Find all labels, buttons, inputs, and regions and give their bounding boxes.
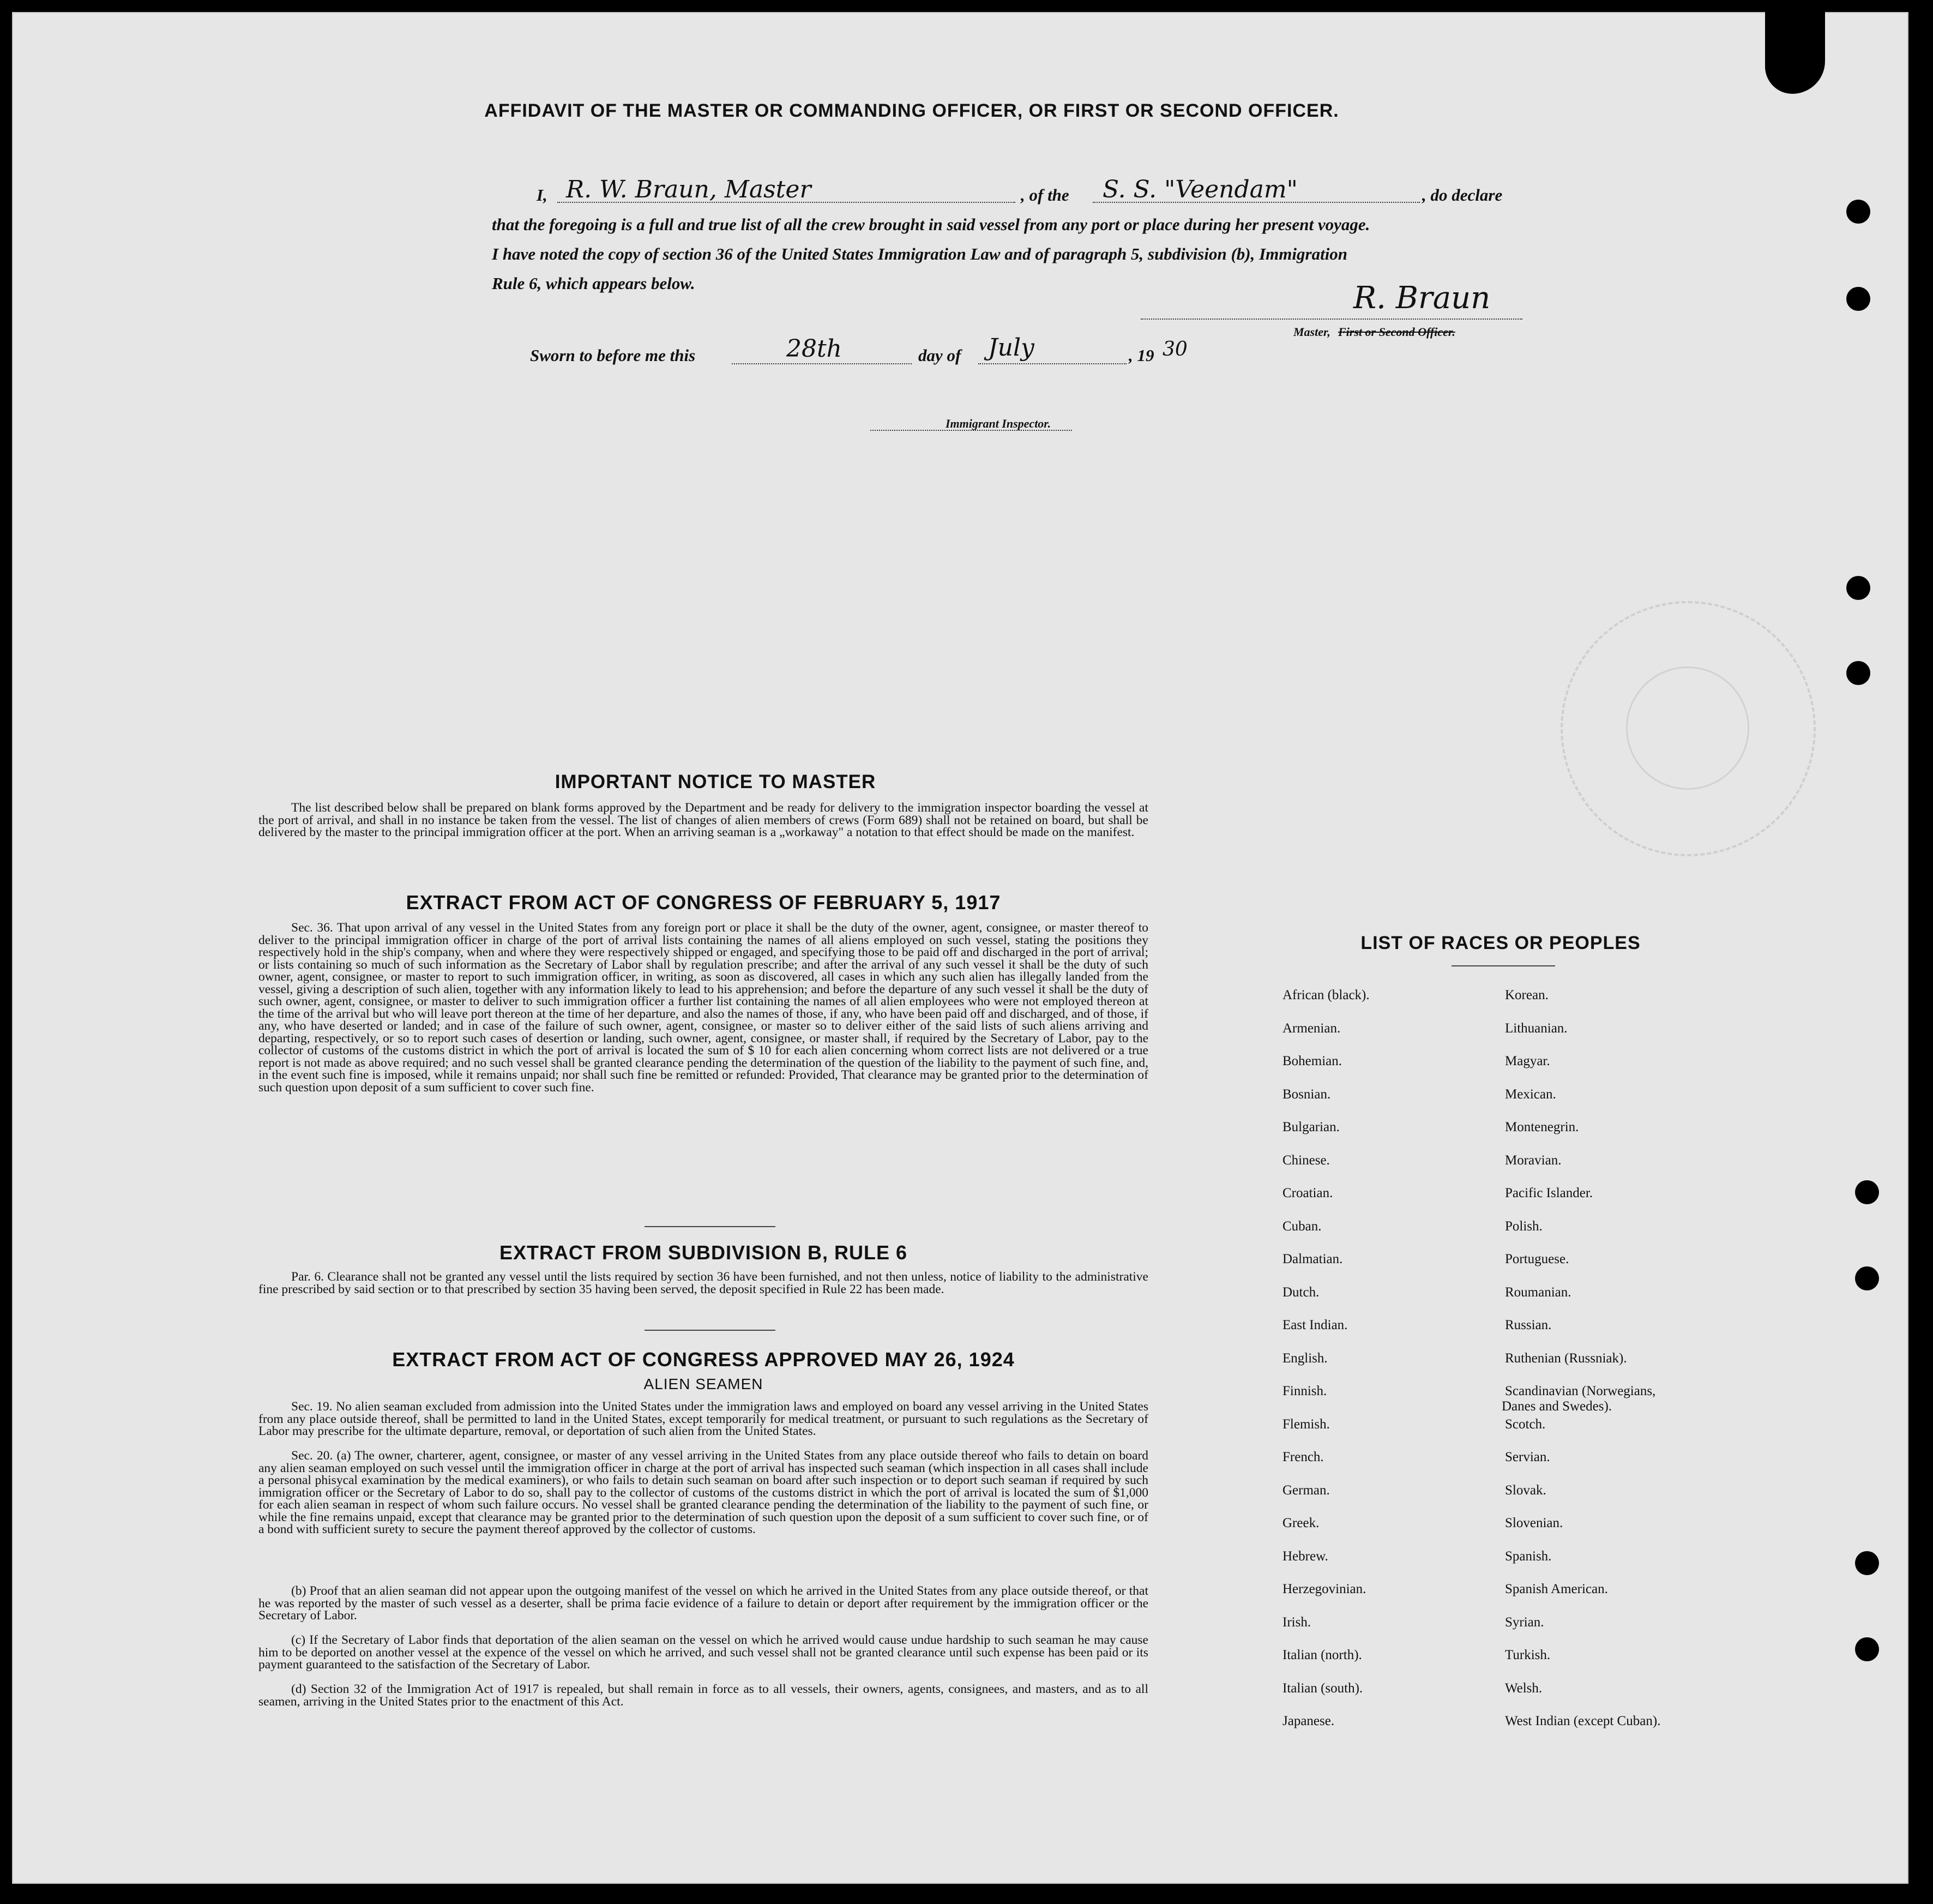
sworn-year-prefix: , 19 bbox=[1129, 346, 1154, 365]
signature-label-struck: First or Second Officer. bbox=[1338, 325, 1455, 339]
race-item: Spanish. bbox=[1505, 1549, 1552, 1564]
race-item: Cuban. bbox=[1282, 1219, 1322, 1234]
affidavit-i: I, bbox=[537, 185, 547, 205]
separator-line bbox=[645, 1226, 775, 1227]
race-item: Polish. bbox=[1505, 1219, 1543, 1234]
race-item: Magyar. bbox=[1505, 1054, 1550, 1068]
race-item: Croatian. bbox=[1282, 1186, 1333, 1200]
document-page bbox=[12, 12, 1908, 1884]
sworn-day-of: day of bbox=[918, 346, 961, 365]
race-item: Chinese. bbox=[1282, 1153, 1330, 1168]
affidavit-line-3: I have noted the copy of section 36 of the United States Immigration Law and of paragraph 5, subdivision (b), Immigration bbox=[492, 244, 1348, 263]
sworn-day-line bbox=[732, 363, 912, 364]
extract-1924-sec20d: (d) Section 32 of the Immigration Act of 1917 is repealed, but shall remain in force as to all vessels, their owners, agents, consignees, and masters, and as to all seamen, arriving in the United States prior to the enactment of this Act. bbox=[258, 1682, 1148, 1709]
race-item: Pacific Islander. bbox=[1505, 1186, 1593, 1200]
bleed-through-seal bbox=[1626, 666, 1749, 790]
race-item: Korean. bbox=[1505, 988, 1549, 1002]
punch-hole bbox=[1846, 576, 1870, 600]
affidavit-line-4: Rule 6, which appears below. bbox=[492, 274, 695, 293]
race-item: Bosnian. bbox=[1282, 1087, 1331, 1102]
race-item: English. bbox=[1282, 1351, 1328, 1366]
race-item: Japanese. bbox=[1282, 1714, 1335, 1728]
race-item: Bulgarian. bbox=[1282, 1120, 1340, 1134]
master-name-handwritten: R. W. Braun, Master bbox=[566, 176, 811, 203]
extract-rule6-title: EXTRACT FROM SUBDIVISION B, RULE 6 bbox=[499, 1241, 908, 1264]
extract-1924-title: EXTRACT FROM ACT OF CONGRESS APPROVED MAY 26, 1924 bbox=[392, 1348, 1015, 1371]
torn-corner bbox=[1765, 12, 1825, 94]
race-item: Slovak. bbox=[1505, 1483, 1546, 1498]
race-item: Italian (south). bbox=[1282, 1681, 1363, 1696]
punch-hole bbox=[1846, 287, 1870, 311]
race-item: Dutch. bbox=[1282, 1285, 1320, 1300]
race-item: Lithuanian. bbox=[1505, 1021, 1568, 1036]
race-item: Bohemian. bbox=[1282, 1054, 1342, 1068]
races-title: LIST OF RACES OR PEOPLES bbox=[1360, 933, 1641, 953]
sworn-month-handwritten: July bbox=[988, 334, 1034, 362]
notice-text: The list described below shall be prepared on blank forms approved by the Department and be ready for delivery to the immigration inspector boarding the vessel at the port of arrival, and shall in no instance be taken from the vessel. The list of changes of alien members of crews (Form 689) shall not be retained on board, but shall be delivered by the master to the principal immigration officer at the port. When an arriving seaman is a „workaway" a notation to that effect should be made on the manifest. bbox=[258, 801, 1148, 839]
race-item: Scandinavian (Norwegians, bbox=[1505, 1384, 1656, 1398]
race-item: French. bbox=[1282, 1450, 1324, 1464]
race-item: Scotch. bbox=[1505, 1417, 1546, 1432]
notice-title: IMPORTANT NOTICE TO MASTER bbox=[555, 771, 876, 792]
race-item: Armenian. bbox=[1282, 1021, 1341, 1036]
sworn-day-handwritten: 28th bbox=[786, 335, 842, 363]
race-item: Servian. bbox=[1505, 1450, 1550, 1464]
race-item: Syrian. bbox=[1505, 1615, 1544, 1630]
sworn-prefix: Sworn to before me this bbox=[530, 346, 696, 365]
race-item: German. bbox=[1282, 1483, 1330, 1498]
master-signature: R. Braun bbox=[1353, 280, 1491, 316]
race-item: Roumanian. bbox=[1505, 1285, 1571, 1300]
race-item: Dalmatian. bbox=[1282, 1252, 1343, 1266]
race-item: Moravian. bbox=[1505, 1153, 1562, 1168]
race-item: Finnish. bbox=[1282, 1384, 1327, 1398]
punch-hole bbox=[1846, 661, 1870, 685]
race-item: African (black). bbox=[1282, 988, 1370, 1002]
punch-hole bbox=[1855, 1551, 1879, 1575]
race-item: Irish. bbox=[1282, 1615, 1311, 1630]
race-item: Portuguese. bbox=[1505, 1252, 1569, 1266]
race-item: Russian. bbox=[1505, 1318, 1552, 1332]
affidavit-title: AFFIDAVIT OF THE MASTER OR COMMANDING OFFICER, OR FIRST OR SECOND OFFICER. bbox=[484, 100, 1339, 121]
punch-hole bbox=[1855, 1266, 1879, 1290]
signature-line bbox=[1141, 319, 1522, 320]
race-item: Ruthenian (Russniak). bbox=[1505, 1351, 1627, 1366]
race-item: Turkish. bbox=[1505, 1648, 1551, 1662]
race-item: West Indian (except Cuban). bbox=[1505, 1714, 1661, 1728]
extract-1924-subtitle: ALIEN SEAMEN bbox=[643, 1376, 763, 1392]
extract-rule6-text: Par. 6. Clearance shall not be granted any vessel until the lists required by section 36 have been furnished, and not then unless, notice of liability to the administrative fine prescribed by said section or to that prescribed by section 35 having been served, the deposit specified in Rule 22 has been made. bbox=[258, 1270, 1148, 1296]
race-item: Greek. bbox=[1282, 1516, 1320, 1530]
extract-1917-text: Sec. 36. That upon arrival of any vessel in the United States from any foreign port or place it shall be the duty of the owner, agent, consignee, or master thereof to deliver to the principal immigration officer in charge of the port of arrival lists containing the names of all aliens employed on such vessel, stating the positions they respectively hold in the ship's company, when and where they were respectively shipped or engaged, and specifying those to be paid off and discharged in the port of arrival; or lists containing so much of such information as the Secretary of Labor shall by regulation prescribe; and after the arrival of any such vessel it shall be the duty of such owner, agent, consignee, or master to report to such immigration officer, in writing, as soon as discovered, all cases in which any such alien has illegally landed from the vessel, giving a description of such alien, together with any information likely to lead to his apprehension; and before the departure of any such vessel it shall be the duty of such owner, agent, consignee, or master to deliver to such immigration officer a further list containing the names of all alien employees who were not employed thereon at the time of the arrival but who will leave port thereon at the time of her departure, and also the names of those, if any, who have been paid off and discharged, and of those, if any, who have deserted or landed; and in case of the failure of such owner, agent, consignee, or master so to deliver either of the said lists of such aliens arriving and departing, respectively, or so to report such cases of desertion or landing, such owner, agent, consignee, or master shall, if required by the Secretary of Labor, pay to the collector of customs of the customs district in which the port of arrival is located the sum of $ 10 for each alien concerning whom correct lists are not delivered or a true report is not made as above required; and no such vessel shall be granted clearance pending the determination of the question of the liability to the payment of such fine, and, in the event such fine is imposed, while it remains unpaid; nor shall such fine be remitted or refunded: Provided, That clearance may be granted prior to the determination of such question upon deposit of a sum sufficient to cover such fine. bbox=[258, 921, 1148, 1095]
affidavit-of-the: , of the bbox=[1021, 185, 1069, 205]
race-item: Flemish. bbox=[1282, 1417, 1330, 1432]
race-item: Slovenian. bbox=[1505, 1516, 1563, 1530]
extract-1924-sec20c: (c) If the Secretary of Labor finds that deportation of the alien seaman on the vessel on which he arrived would cause undue hardship to such seaman he may cause him to be deported on another vessel at the expence of the vessel on which he arrived, and such vessel shall not be granted clearance until such expense has been paid or its payment guaranteed to the satisfaction of the Secretary of Labor. bbox=[258, 1633, 1148, 1672]
race-item: Herzegovinian. bbox=[1282, 1582, 1366, 1596]
extract-1917-title: EXTRACT FROM ACT OF CONGRESS OF FEBRUARY 5, 1917 bbox=[406, 891, 1001, 914]
affidavit-line-2: that the foregoing is a full and true list of all the crew brought in said vessel from any port or place during her present voyage. bbox=[492, 215, 1370, 234]
punch-hole bbox=[1846, 200, 1870, 224]
race-item: Mexican. bbox=[1505, 1087, 1556, 1102]
race-item: Montenegrin. bbox=[1505, 1120, 1579, 1134]
extract-1924-sec20a: Sec. 20. (a) The owner, charterer, agent, consignee, or master of any vessel arriving in the United States from any place outside thereof who fails to detain on board any alien seaman employed on such vessel until the immigration officer in charge at the port of arrival has inspected such seaman (which inspection in all cases shall include a personal phisycal examination by the medical examiners), or who fails to detain such seaman on board after such inspection or to deport such seaman if required by such immigration officer or the Secretary of Labor to do so, shall pay to the collector of customs of the customs district in which the port of arrival is located the sum of $1,000 for each alien seaman in respect of whom such failure occurs. No vessel shall be granted clearance pending the determination of the liability to the payment of such fine, or while the fine remains unpaid, except that clearance may be granted prior to the determination of such question upon the deposit of a sum sufficient to cover such fine, or of a bond with sufficient surety to secure the payment thereof approved by the collector of customs. bbox=[258, 1449, 1148, 1536]
race-item: East Indian. bbox=[1282, 1318, 1348, 1332]
affidavit-do-declare: , do declare bbox=[1422, 185, 1503, 205]
race-item: Hebrew. bbox=[1282, 1549, 1328, 1564]
extract-1924-sec19: Sec. 19. No alien seaman excluded from admission into the United States under the immigration laws and employed on board any vessel arriving in the United States from any place outside thereof, shall be permitted to land in the United States, except temporarily for medical treatment, or pursuant to such regulations as the Secretary of Labor may prescribe for the ultimate departure, removal, or deportation of such alien from the United States. bbox=[258, 1400, 1148, 1438]
punch-hole bbox=[1855, 1637, 1879, 1661]
vessel-name-handwritten: S. S. "Veendam" bbox=[1103, 176, 1298, 203]
sworn-month-line bbox=[978, 363, 1127, 364]
separator-line bbox=[1452, 965, 1555, 966]
inspector-label: Immigrant Inspector. bbox=[946, 417, 1051, 430]
extract-1924-sec20b: (b) Proof that an alien seaman did not appear upon the outgoing manifest of the vessel on which he arrived in the United States from any place outside thereof, or that he was reported by the master of such vessel as a deserter, shall be prima facie evidence of a failure to detain or deport after requirement by the immigration officer or the Secretary of Labor. bbox=[258, 1584, 1148, 1623]
race-item: Welsh. bbox=[1505, 1681, 1543, 1696]
sworn-year-handwritten: 30 bbox=[1163, 338, 1188, 361]
race-item-extra: Danes and Swedes). bbox=[1502, 1399, 1612, 1414]
race-item: Italian (north). bbox=[1282, 1648, 1362, 1662]
separator-line bbox=[645, 1330, 775, 1331]
punch-hole bbox=[1855, 1180, 1879, 1204]
race-item: Spanish American. bbox=[1505, 1582, 1608, 1596]
signature-label-master: Master, bbox=[1293, 325, 1330, 339]
